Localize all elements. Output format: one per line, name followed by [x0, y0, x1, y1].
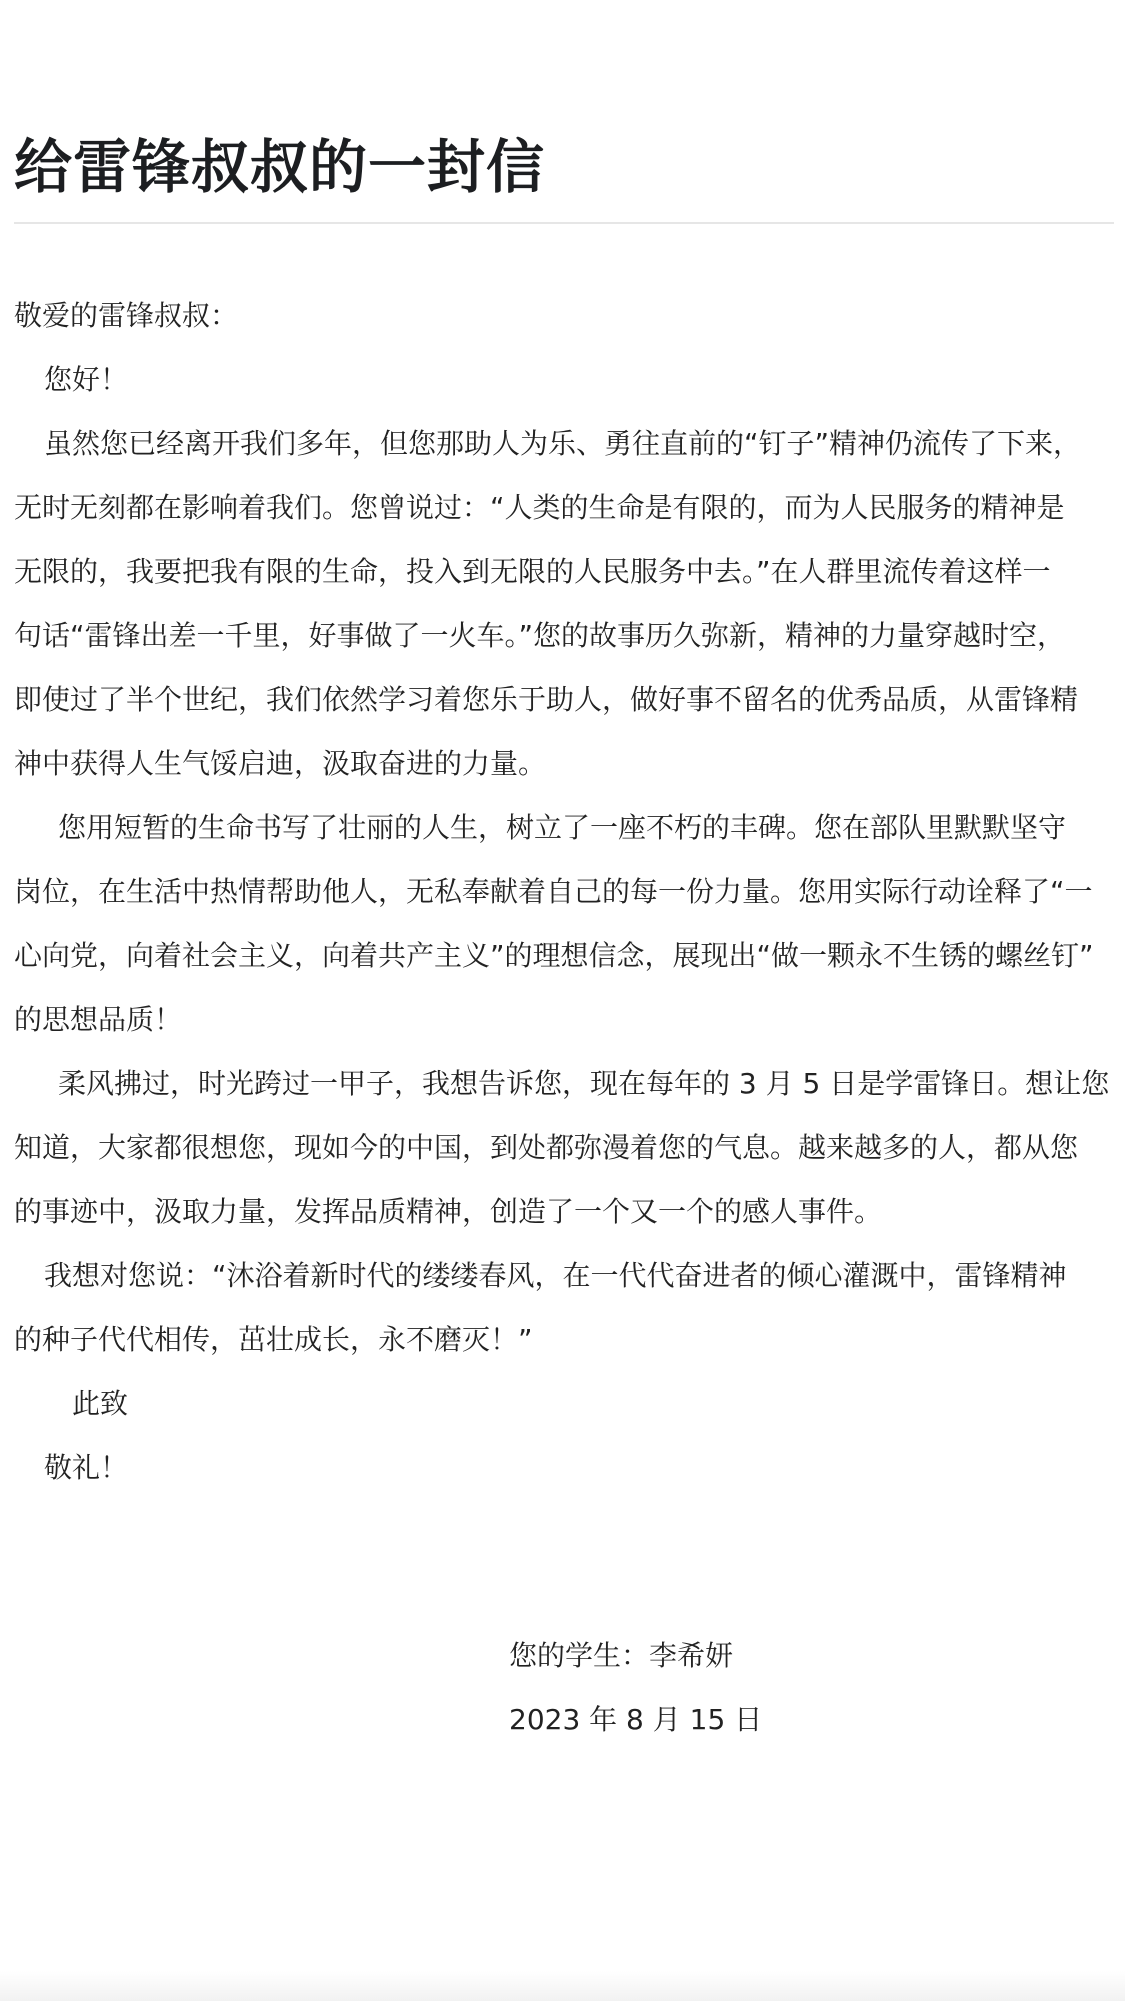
closing-line: 此致: [72, 1387, 129, 1420]
closing-salute: 敬礼！: [44, 1451, 129, 1484]
paragraph-line: 即使过了半个世纪，我们依然学习着您乐于助人，做好事不留名的优秀品质，从雷锋精: [14, 683, 1079, 716]
paragraph-line: 无时无刻都在影响着我们。您曾说过：“人类的生命是有限的，而为人民服务的精神是: [14, 491, 1065, 524]
paragraph-line: 的种子代代相传，茁壮成长，永不磨灭！”: [14, 1323, 533, 1356]
paragraph-line: 的思想品质！: [14, 1003, 183, 1036]
letter-body: [14, 284, 1114, 1500]
paragraph-line: 知道，大家都很想您，现如今的中国，到处都弥漫着您的气息。越来越多的人，都从您: [14, 1131, 1079, 1164]
paragraph-line: 神中获得人生气馁启迪，汲取奋进的力量。: [14, 747, 547, 780]
paragraph-line: 我想对您说：“沐浴着新时代的缕缕春风，在一代代奋进者的倾心灌溉中，雷锋精神: [44, 1259, 1067, 1292]
page-title: 给雷锋叔叔的一封信: [14, 133, 546, 201]
paragraph-line: 句话“雷锋出差一千里，好事做了一火车。”您的故事历久弥新，精神的力量穿越时空，: [14, 619, 1066, 652]
paragraph-line: 心向党，向着社会主义，向着共产主义”的理想信念，展现出“做一颗永不生锈的螺丝钉”: [14, 939, 1094, 972]
bottom-edge: [0, 1971, 1125, 2001]
paragraph-line: 无限的，我要把我有限的生命，投入到无限的人民服务中去。”在人群里流传着这样一: [14, 555, 1051, 588]
paragraph-line: 虽然您已经离开我们多年，但您那助人为乐、勇往直前的“钉子”精神仍流传了下来，: [44, 427, 1082, 460]
letter-date: 2023 年 8 月 15 日: [509, 1703, 763, 1736]
paragraph-line: 岗位，在生活中热情帮助他人，无私奉献着自己的每一份力量。您用实际行动诠释了“一: [14, 875, 1093, 908]
salutation: 敬爱的雷锋叔叔：: [14, 299, 239, 332]
signature-block: [509, 1624, 762, 1752]
title-divider: [14, 222, 1114, 224]
letter-page: [14, 0, 1114, 1500]
signature: 您的学生：李希妍: [509, 1639, 734, 1672]
greeting: 您好！: [44, 363, 129, 396]
paragraph-line: 柔风拂过，时光跨过一甲子，我想告诉您，现在每年的 3 月 5 日是学雷锋日。想让您: [58, 1067, 1110, 1100]
paragraph-line: 的事迹中，汲取力量，发挥品质精神，创造了一个又一个的感人事件。: [14, 1195, 883, 1228]
paragraph-line: 您用短暂的生命书写了壮丽的人生，树立了一座不朽的丰碑。您在部队里默默坚守: [58, 811, 1067, 844]
